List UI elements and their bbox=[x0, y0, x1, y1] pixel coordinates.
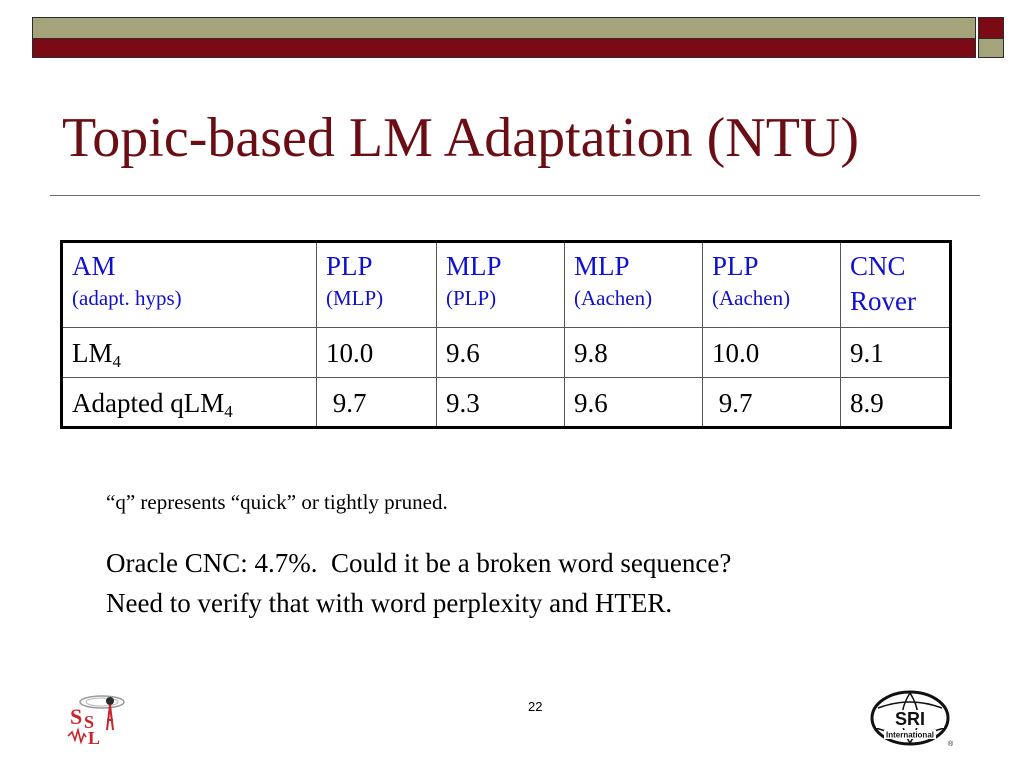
header-cell-mlp-aachen bbox=[565, 242, 703, 328]
header-sub: (adapt. hyps) bbox=[72, 286, 182, 311]
header-sub: (MLP) bbox=[326, 286, 384, 311]
table-cell bbox=[317, 378, 437, 428]
svg-text:S: S bbox=[84, 712, 95, 732]
header-square-red bbox=[978, 17, 1004, 39]
header-main: CNC bbox=[850, 251, 906, 281]
header-main: PLP bbox=[326, 251, 373, 281]
oracle-note-line-2: Need to verify that with word perplexity and HTER. bbox=[106, 588, 673, 618]
table-cell: 10.0 bbox=[703, 328, 841, 378]
header-cell-mlp-plp bbox=[437, 242, 565, 328]
table-cell: 9.8 bbox=[565, 328, 703, 378]
header-sub: (Aachen) bbox=[574, 286, 653, 311]
title-divider bbox=[50, 195, 980, 196]
table-cell: 9.6 bbox=[565, 378, 703, 428]
header-main: MLP bbox=[574, 251, 630, 281]
ssl-logo bbox=[66, 690, 128, 746]
header-sub: Rover bbox=[850, 286, 916, 317]
header-cell-plp-mlp bbox=[317, 242, 437, 328]
table-cell: 9.1 bbox=[841, 328, 951, 378]
cell-value: 9.7 bbox=[332, 388, 367, 418]
row-label-text: Adapted qLM bbox=[72, 388, 225, 418]
header-cell-plp-aachen bbox=[703, 242, 841, 328]
table-cell: 8.9 bbox=[841, 378, 951, 428]
table-cell bbox=[703, 378, 841, 428]
cell-value: 9.7 bbox=[718, 388, 753, 418]
table-cell: 9.3 bbox=[437, 378, 565, 428]
row-label bbox=[62, 378, 317, 428]
oracle-note-line-1: Oracle CNC: 4.7%. Could it be a broken word sequence? bbox=[106, 548, 732, 578]
header-sub: (PLP) bbox=[446, 286, 497, 311]
row-label-subscript: 4 bbox=[224, 402, 233, 421]
table-cell: 10.0 bbox=[317, 328, 437, 378]
svg-text:®: ® bbox=[948, 741, 954, 748]
results-table bbox=[60, 240, 952, 429]
row-label-subscript: 4 bbox=[112, 352, 121, 371]
oracle-note bbox=[106, 543, 731, 623]
row-label-text: LM bbox=[72, 338, 113, 368]
row-label bbox=[62, 328, 317, 378]
table-header-row bbox=[62, 242, 951, 328]
header-main: AM bbox=[72, 251, 116, 281]
svg-text:L: L bbox=[88, 728, 101, 746]
header-cell-am bbox=[62, 242, 317, 328]
sri-international-logo bbox=[868, 688, 956, 750]
table-row bbox=[62, 378, 951, 428]
slide-title: Topic-based LM Adaptation (NTU) bbox=[62, 107, 859, 169]
svg-text:International: International bbox=[885, 730, 935, 740]
table-cell: 9.6 bbox=[437, 328, 565, 378]
header-bar-olive bbox=[32, 17, 976, 39]
svg-text:SRI: SRI bbox=[894, 709, 926, 729]
svg-text:S: S bbox=[70, 704, 83, 729]
footnote: “q” represents “quick” or tightly pruned. bbox=[106, 490, 448, 514]
header-bar-red bbox=[32, 39, 976, 58]
header-square-olive bbox=[978, 39, 1004, 58]
header-main: PLP bbox=[712, 251, 759, 281]
table-row bbox=[62, 328, 951, 378]
header-sub: (Aachen) bbox=[712, 286, 791, 311]
header-cell-cnc-rover bbox=[841, 242, 951, 328]
page-number: 22 bbox=[528, 699, 543, 714]
header-main: MLP bbox=[446, 251, 502, 281]
